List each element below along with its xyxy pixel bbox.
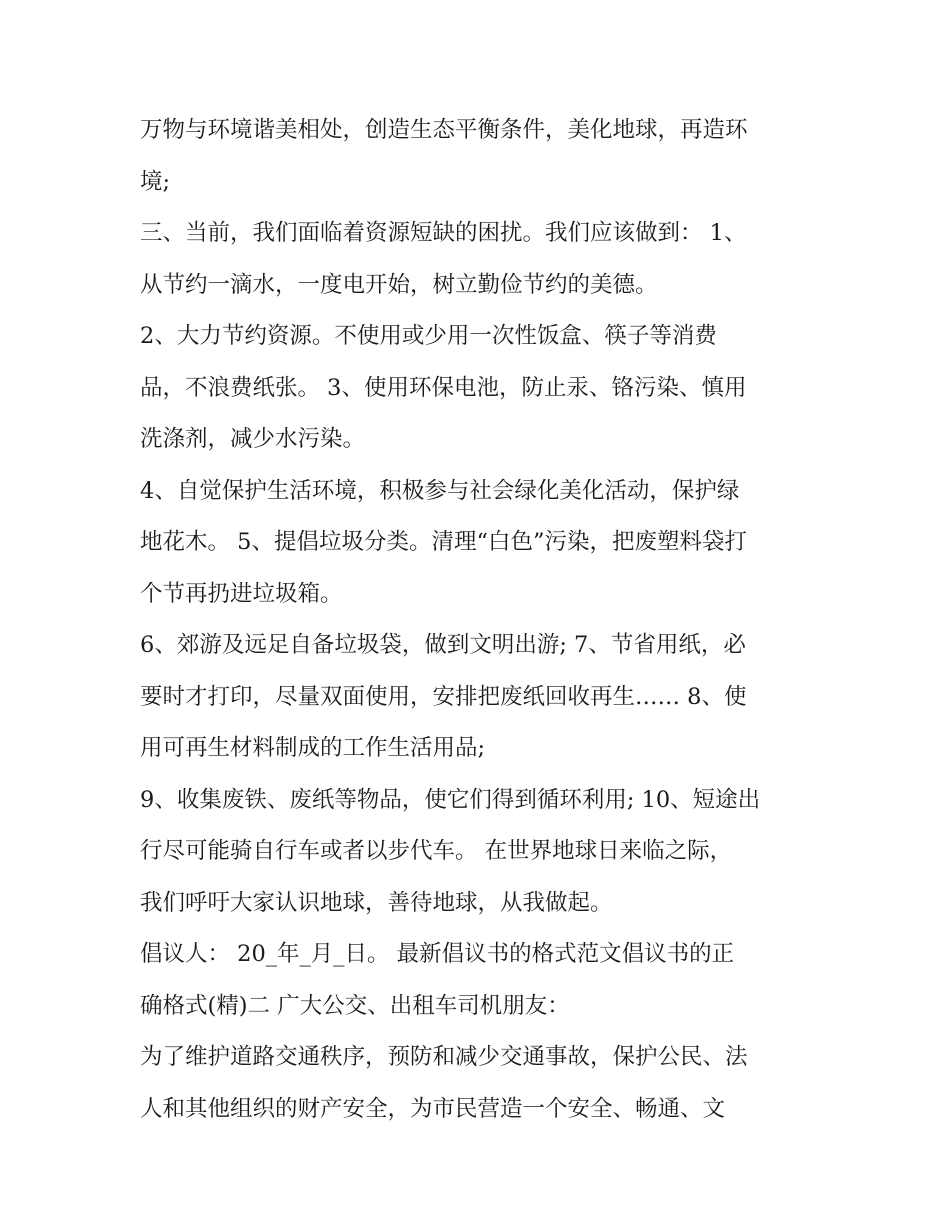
- text-line: 6、郊游及远足自备垃圾袋，做到文明出游; 7、节省用纸，必: [140, 632, 746, 658]
- text-line: 2、大力节约资源。不使用或少用一次性饭盒、筷子等消费: [140, 323, 717, 349]
- text-line: 从节约一滴水，一度电开始，树立勤俭节约的美德。: [140, 271, 658, 298]
- text-line: 个节再扔进垃圾箱。: [140, 580, 343, 607]
- text-line: 倡议人： 20_年_月_日。 最新倡议书的格式范文倡议书的正: [140, 941, 735, 967]
- text-line: 要时才打印，尽量双面使用，安排把废纸回收再生…… 8、使: [140, 683, 747, 710]
- text-line: 为了维护道路交通秩序，预防和减少交通事故，保护公民、法: [140, 1044, 748, 1070]
- text-line: 4、自觉保护生活环境，积极参与社会绿化美化活动，保护绿: [140, 477, 740, 504]
- text-line: 境;: [140, 168, 171, 195]
- text-line: 我们呼吁大家认识地球，善待地球，从我做起。: [140, 889, 613, 916]
- text-line: 确格式(精)二 广大公交、出租车司机朋友：: [140, 992, 570, 1019]
- text-line: 9、收集废铁、废纸等物品，使它们得到循环利用; 10、短途出: [140, 786, 761, 813]
- text-line: 品，不浪费纸张。 3、使用环保电池，防止汞、铬污染、慎用: [140, 374, 747, 401]
- document-body: [140, 105, 820, 1135]
- text-line: 人和其他组织的财产安全，为市民营造一个安全、畅通、文: [140, 1095, 726, 1122]
- text-line: 地花木。 5、提倡垃圾分类。清理“白色”污染，把废塑料袋打: [140, 529, 747, 555]
- text-line: 用可再生材料制成的工作生活用品;: [140, 735, 486, 761]
- text-line: 行尽可能骑自行车或者以步代车。 在世界地球日来临之际，: [140, 838, 733, 864]
- text-line: 洗涤剂，减少水污染。: [140, 426, 366, 452]
- text-line: 万物与环境谐美相处，创造生态平衡条件，美化地球，再造环: [140, 117, 748, 143]
- text-line: 三、当前，我们面临着资源短缺的困扰。我们应该做到： 1、: [140, 220, 747, 246]
